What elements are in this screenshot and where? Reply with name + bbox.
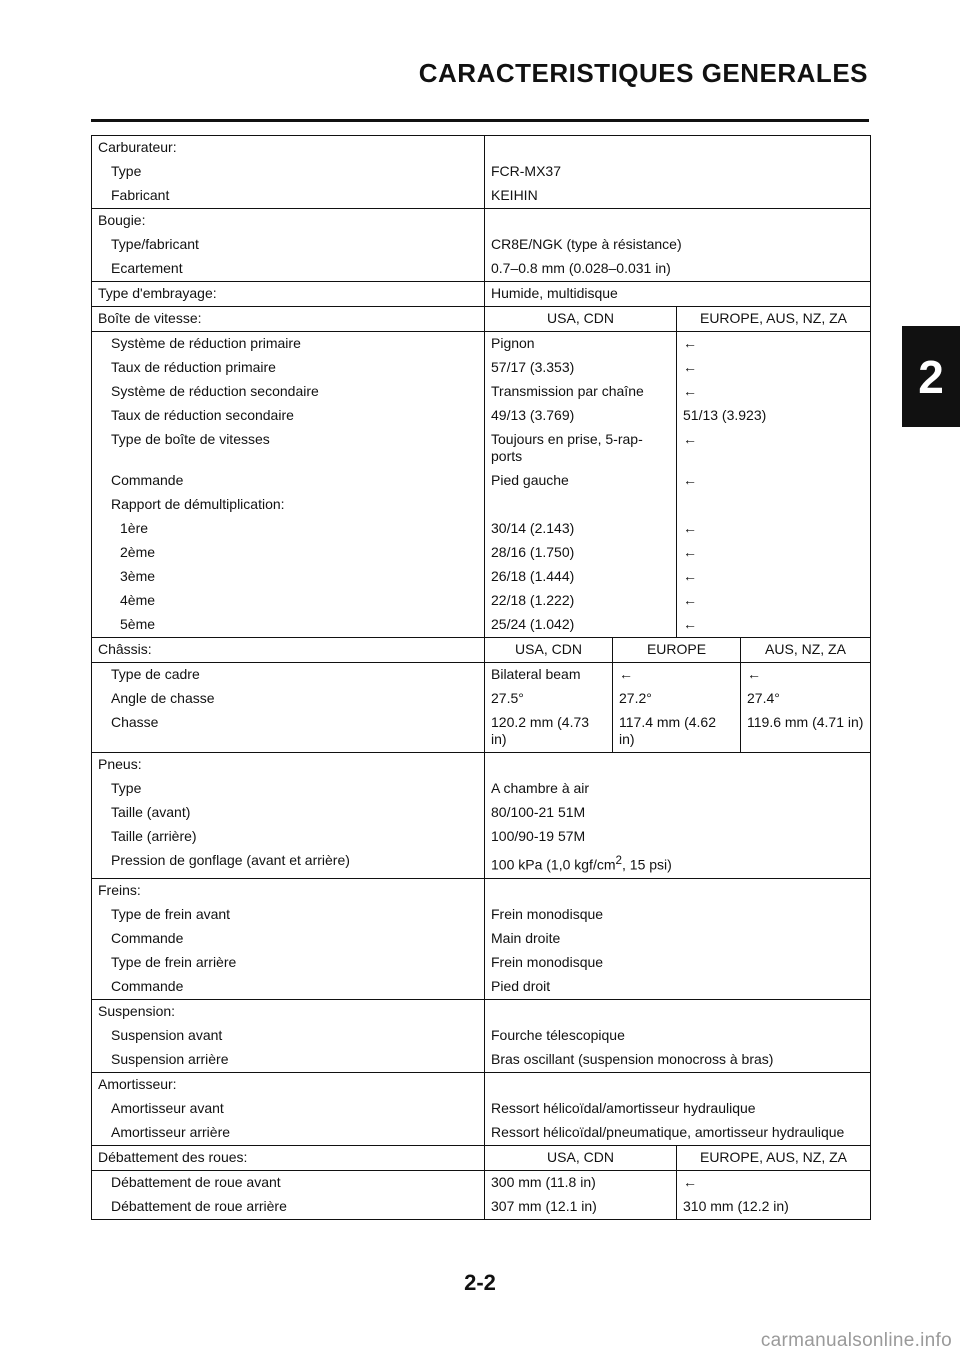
same-as-left-arrow: ← bbox=[677, 380, 871, 404]
watermark: carmanualsonline.info bbox=[760, 1330, 952, 1351]
section-label: Type d'embrayage: bbox=[92, 282, 485, 307]
same-as-left-arrow: ← bbox=[677, 517, 871, 541]
table-row bbox=[92, 307, 871, 332]
spec-value: 27.5° bbox=[485, 687, 613, 711]
spec-label: Suspension avant bbox=[92, 1024, 485, 1048]
pression-part: 100 kPa (1,0 kgf/cm bbox=[491, 856, 616, 873]
spec-value: Humide, multidisque bbox=[485, 282, 871, 307]
spec-value: 57/17 (3.353) bbox=[485, 356, 677, 380]
spec-value: 310 mm (12.2 in) bbox=[677, 1195, 871, 1220]
spec-label: Ecartement bbox=[92, 257, 485, 282]
spec-value: 22/18 (1.222) bbox=[485, 589, 677, 613]
same-as-left-arrow: ← bbox=[677, 589, 871, 613]
spec-value: A chambre à air bbox=[485, 777, 871, 801]
spec-label: Système de réduction primaire bbox=[92, 332, 485, 357]
spec-value: 49/13 (3.769) bbox=[485, 404, 677, 428]
same-as-left-arrow: ← bbox=[677, 469, 871, 493]
table-row bbox=[92, 878, 871, 903]
table-row bbox=[92, 999, 871, 1024]
spec-value: KEIHIN bbox=[485, 184, 871, 209]
spec-label: Type bbox=[92, 777, 485, 801]
spec-label: Taille (arrière) bbox=[92, 825, 485, 849]
spec-value: 51/13 (3.923) bbox=[677, 404, 871, 428]
section-label: Châssis: bbox=[92, 638, 485, 663]
same-as-left-arrow: ← bbox=[677, 356, 871, 380]
table-row bbox=[92, 1170, 871, 1195]
table-row bbox=[92, 541, 871, 565]
spec-value: 119.6 mm (4.71 in) bbox=[741, 711, 871, 753]
table-row bbox=[92, 975, 871, 1000]
same-as-left-arrow: ← bbox=[677, 565, 871, 589]
table-row bbox=[92, 1072, 871, 1097]
spec-label: Angle de chasse bbox=[92, 687, 485, 711]
table-row bbox=[92, 927, 871, 951]
table-row bbox=[92, 849, 871, 878]
table-row bbox=[92, 1048, 871, 1073]
table-row bbox=[92, 565, 871, 589]
same-as-left-arrow: ← bbox=[677, 541, 871, 565]
spec-value: 26/18 (1.444) bbox=[485, 565, 677, 589]
spec-label: Type de cadre bbox=[92, 663, 485, 688]
same-as-left-arrow: ← bbox=[677, 1170, 871, 1195]
table-row bbox=[92, 777, 871, 801]
pression-part: , 15 psi) bbox=[622, 856, 672, 873]
spec-label: Type de frein avant bbox=[92, 903, 485, 927]
spec-label: Chasse bbox=[92, 711, 485, 753]
spec-label: 2ème bbox=[92, 541, 485, 565]
spec-label: Type de frein arrière bbox=[92, 951, 485, 975]
spec-value: Main droite bbox=[485, 927, 871, 951]
table-row bbox=[92, 493, 871, 517]
spec-value: 27.4° bbox=[741, 687, 871, 711]
section-label: Pneus: bbox=[92, 753, 485, 778]
spec-label: Taille (avant) bbox=[92, 801, 485, 825]
spec-value: Pignon bbox=[485, 332, 677, 357]
column-header: EUROPE, AUS, NZ, ZA bbox=[677, 307, 871, 332]
spec-label: Système de réduction secondaire bbox=[92, 380, 485, 404]
table-row bbox=[92, 257, 871, 282]
spec-value: Fourche télescopique bbox=[485, 1024, 871, 1048]
column-header: EUROPE, AUS, NZ, ZA bbox=[677, 1145, 871, 1170]
table-row bbox=[92, 903, 871, 927]
spec-label: Amortisseur avant bbox=[92, 1097, 485, 1121]
spec-label: Rapport de démultiplication: bbox=[92, 493, 485, 517]
spec-value: Toujours en prise, 5-rap-ports bbox=[485, 428, 677, 469]
table-row bbox=[92, 801, 871, 825]
table-row bbox=[92, 209, 871, 234]
table-row bbox=[92, 1024, 871, 1048]
spec-value: 300 mm (11.8 in) bbox=[485, 1170, 677, 1195]
table-row bbox=[92, 1145, 871, 1170]
spec-value: 117.4 mm (4.62 in) bbox=[613, 711, 741, 753]
spec-label: 3ème bbox=[92, 565, 485, 589]
table-row bbox=[92, 380, 871, 404]
table-row bbox=[92, 356, 871, 380]
spec-label: Type de boîte de vitesses bbox=[92, 428, 485, 469]
spec-value: 25/24 (1.042) bbox=[485, 613, 677, 638]
section-label: Bougie: bbox=[92, 209, 485, 234]
table-row bbox=[92, 1121, 871, 1146]
spec-label: Amortisseur arrière bbox=[92, 1121, 485, 1146]
spec-value: 120.2 mm (4.73 in) bbox=[485, 711, 613, 753]
spec-value: 28/16 (1.750) bbox=[485, 541, 677, 565]
spec-label: Commande bbox=[92, 469, 485, 493]
table-row bbox=[92, 282, 871, 307]
spec-label: Commande bbox=[92, 975, 485, 1000]
table-row bbox=[92, 825, 871, 849]
table-row bbox=[92, 613, 871, 638]
table-row bbox=[92, 951, 871, 975]
section-label: Amortisseur: bbox=[92, 1072, 485, 1097]
same-as-left-arrow: ← bbox=[677, 613, 871, 638]
same-as-left-arrow: ← bbox=[677, 428, 871, 469]
spec-value: Frein monodisque bbox=[485, 951, 871, 975]
column-header: USA, CDN bbox=[485, 1145, 677, 1170]
table-row bbox=[92, 687, 871, 711]
spec-value: Transmission par chaîne bbox=[485, 380, 677, 404]
table-row bbox=[92, 428, 871, 469]
spec-value: Ressort hélicoïdal/amortisseur hydraulique bbox=[485, 1097, 871, 1121]
spec-label: Taux de réduction secondaire bbox=[92, 404, 485, 428]
spec-label: Taux de réduction primaire bbox=[92, 356, 485, 380]
page-title: CARACTERISTIQUES GENERALES bbox=[418, 58, 868, 88]
table-row bbox=[92, 517, 871, 541]
section-label: Carburateur: bbox=[92, 136, 485, 161]
table-row bbox=[92, 753, 871, 778]
section-label: Freins: bbox=[92, 878, 485, 903]
column-header: AUS, NZ, ZA bbox=[741, 638, 871, 663]
spec-value: Bilateral beam bbox=[485, 663, 613, 688]
spec-value: 100/90-19 57M bbox=[485, 825, 871, 849]
table-row bbox=[92, 160, 871, 184]
spec-value: Frein monodisque bbox=[485, 903, 871, 927]
spec-label: Pression de gonflage (avant et arrière) bbox=[92, 849, 485, 878]
spec-value: 30/14 (2.143) bbox=[485, 517, 677, 541]
column-header: EUROPE bbox=[613, 638, 741, 663]
spec-label: Type bbox=[92, 160, 485, 184]
column-header: USA, CDN bbox=[485, 638, 613, 663]
same-as-left-arrow: ← bbox=[741, 663, 871, 688]
spec-label: 5ème bbox=[92, 613, 485, 638]
section-label: Boîte de vitesse: bbox=[92, 307, 485, 332]
spec-value: 0.7–0.8 mm (0.028–0.031 in) bbox=[485, 257, 871, 282]
section-label: Débattement des roues: bbox=[92, 1145, 485, 1170]
spec-value: 80/100-21 51M bbox=[485, 801, 871, 825]
table-row bbox=[92, 663, 871, 688]
spec-label: Type/fabricant bbox=[92, 233, 485, 257]
spec-value: Pied droit bbox=[485, 975, 871, 1000]
superscript: 2 bbox=[615, 854, 622, 867]
spec-label: 1ère bbox=[92, 517, 485, 541]
same-as-left-arrow: ← bbox=[613, 663, 741, 688]
same-as-left-arrow: ← bbox=[677, 332, 871, 357]
spec-label: Fabricant bbox=[92, 184, 485, 209]
spec-label: Suspension arrière bbox=[92, 1048, 485, 1073]
spec-value: 307 mm (12.1 in) bbox=[485, 1195, 677, 1220]
table-row bbox=[92, 136, 871, 161]
table-row bbox=[92, 589, 871, 613]
table-row bbox=[92, 184, 871, 209]
spec-value: FCR-MX37 bbox=[485, 160, 871, 184]
table-row bbox=[92, 1097, 871, 1121]
spec-label: Commande bbox=[92, 927, 485, 951]
spec-label: 4ème bbox=[92, 589, 485, 613]
column-header: USA, CDN bbox=[485, 307, 677, 332]
spec-label: Débattement de roue avant bbox=[92, 1170, 485, 1195]
table-row bbox=[92, 332, 871, 357]
table-row bbox=[92, 1195, 871, 1220]
spec-label: Débattement de roue arrière bbox=[92, 1195, 485, 1220]
spec-value: Bras oscillant (suspension monocross à bras) bbox=[485, 1048, 871, 1073]
spec-value bbox=[485, 849, 871, 878]
spec-table bbox=[91, 135, 871, 1220]
spec-value: CR8E/NGK (type à résistance) bbox=[485, 233, 871, 257]
table-row bbox=[92, 638, 871, 663]
table-row bbox=[92, 711, 871, 753]
chapter-tab: 2 bbox=[902, 326, 960, 427]
table-row bbox=[92, 404, 871, 428]
section-label: Suspension: bbox=[92, 999, 485, 1024]
spec-value: 27.2° bbox=[613, 687, 741, 711]
spec-value: Ressort hélicoïdal/pneumatique, amortisseur hydraulique bbox=[485, 1121, 871, 1146]
page-number: 2-2 bbox=[464, 1270, 496, 1295]
title-rule bbox=[91, 119, 869, 122]
table-row bbox=[92, 469, 871, 493]
table-row bbox=[92, 233, 871, 257]
spec-value: Pied gauche bbox=[485, 469, 677, 493]
